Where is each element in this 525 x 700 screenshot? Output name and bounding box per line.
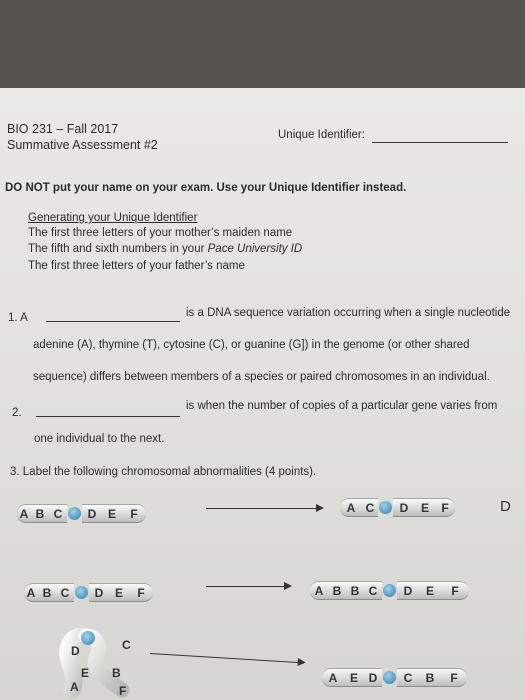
segment-b: B xyxy=(112,666,121,680)
segment-d: D xyxy=(82,504,102,523)
centromere-icon xyxy=(383,671,396,684)
generating-line-3: The first three letters of your father’s name xyxy=(28,260,245,272)
chromosome-row2-original xyxy=(24,583,153,602)
chromosome-row1-original xyxy=(17,504,146,523)
segment-d: D xyxy=(393,498,415,517)
q1-text-3: sequence) differs between members of a species or paired chromosomes in an individual. xyxy=(33,371,490,383)
segment-e: E xyxy=(102,504,122,523)
exam-paper xyxy=(0,88,525,700)
chromosome-row1-result xyxy=(340,498,455,517)
segment-a: A xyxy=(340,498,362,517)
q1-text-2: adenine (A), thymine (T), cytosine (C), or guanine (G]) in the genome (or other shared xyxy=(33,339,470,351)
segment-b: B xyxy=(31,504,49,523)
chromosome-row2-result xyxy=(310,581,469,600)
assessment-label: Summative Assessment #2 xyxy=(7,138,158,152)
segment-b: B xyxy=(328,581,346,600)
segment-f: F xyxy=(435,498,455,517)
segment-a: A xyxy=(310,581,328,600)
q1-text-1: is a DNA sequence variation occurring when a single nucleotide xyxy=(186,307,511,319)
centromere-icon xyxy=(379,501,392,514)
q1-number: 1. A xyxy=(8,312,28,324)
q2-text-2: one individual to the next. xyxy=(34,433,165,445)
uid-blank[interactable] xyxy=(372,142,508,143)
segment-c: C xyxy=(122,638,131,652)
q3-text: 3. Label the following chromosomal abnormalities (4 points). xyxy=(10,466,317,478)
arrow-icon xyxy=(206,586,290,587)
segment-a: A xyxy=(17,504,31,523)
arrow-icon xyxy=(150,653,304,663)
chromosome-row3-result xyxy=(322,668,467,687)
segment-e: E xyxy=(109,583,129,602)
segment-c: C xyxy=(56,583,74,602)
segment-f: F xyxy=(122,504,146,523)
segment-d: D xyxy=(364,668,382,687)
segment-c: C xyxy=(362,498,378,517)
segment-f: F xyxy=(441,581,469,600)
segment-d: D xyxy=(89,583,109,602)
centromere-icon xyxy=(383,584,396,597)
pace-university-id-text: Pace University ID xyxy=(207,243,303,255)
uid-label: Unique Identifier: xyxy=(278,129,365,141)
segment-c: C xyxy=(397,668,419,687)
segment-e: E xyxy=(81,666,90,680)
q1-blank[interactable] xyxy=(46,321,180,322)
generating-title: Generating your Unique Identifier xyxy=(28,212,198,224)
chromosome-row3-original xyxy=(52,628,142,700)
segment-e: E xyxy=(344,668,364,687)
segment-a: A xyxy=(322,668,344,687)
arrow-icon xyxy=(206,508,322,509)
segment-c: C xyxy=(364,581,382,600)
course-label: BIO 231 – Fall 2017 xyxy=(7,122,119,136)
segment-e: E xyxy=(419,581,441,600)
q2-number: 2. xyxy=(12,407,22,419)
segment-f: F xyxy=(119,684,127,698)
q2-text-1: is when the number of copies of a particular gene varies from xyxy=(186,400,498,412)
segment-a: A xyxy=(70,680,79,694)
centromere-icon xyxy=(68,507,81,520)
segment-b: B xyxy=(38,583,56,602)
generating-line-1: The first three letters of your mother’s maiden name xyxy=(28,227,293,239)
exam-notice: DO NOT put your name on your exam. Use your Unique Identifier instead. xyxy=(5,182,407,194)
segment-f: F xyxy=(441,668,467,687)
segment-d: D xyxy=(71,644,80,658)
segment-e: E xyxy=(415,498,435,517)
segment-a: A xyxy=(24,583,38,602)
segment-b: B xyxy=(419,668,441,687)
segment-d: D xyxy=(397,581,419,600)
centromere-icon xyxy=(75,586,88,599)
generating-line-2 xyxy=(28,244,302,256)
cutoff-letter: D xyxy=(500,498,511,515)
q2-blank[interactable] xyxy=(36,416,180,417)
segment-b-duplicate: B xyxy=(346,581,364,600)
segment-f: F xyxy=(129,583,153,602)
segment-c: C xyxy=(49,504,67,523)
generating-line-2-text: The fifth and sixth numbers in your xyxy=(28,243,208,255)
